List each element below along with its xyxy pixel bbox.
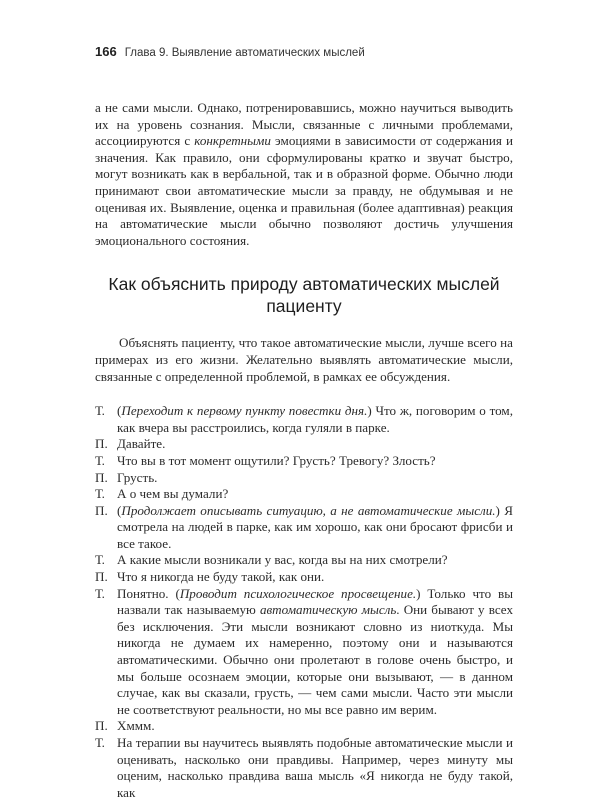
speaker-label: Т. xyxy=(95,585,105,601)
dialog-turn xyxy=(95,436,513,453)
turn-text: А о чем вы думали? xyxy=(117,486,229,502)
speaker-label: П. xyxy=(95,469,108,485)
turn-text: Понятно. (Проводит психологическое просвещение.) Только что вы назвали так называемую автоматическую мысль. Они бывают у всех без исключения. Эти мысли возникают словно из ниоткуда. Мы никогда не думаем их намеренно, поэтому они и называются автоматическими. Обычно они пролетают в голове очень быстро, и мы больше осознаем эмоции, которые они вызывают, — в данном случае, как вы сказали, грусть, — чем сами мысли. Часто эти мысли не соответствуют реальности, но мы все равно им верим. xyxy=(117,585,513,717)
dialog-turn xyxy=(95,552,513,569)
speaker-label: П. xyxy=(95,502,108,518)
speaker-label: П. xyxy=(95,436,108,452)
dialog-turn xyxy=(95,586,513,719)
page-body xyxy=(95,100,513,801)
dialog-turn xyxy=(95,569,513,586)
term-emphasis: автоматическую мысль xyxy=(259,602,397,618)
section-lead-paragraph: Объяснять пациенту, что такое автоматические мысли, лучше всего на примерах из его жизни. Желательно выявлять автоматические мысли, связанные с определенной проблемой, в рамках ее обсуждения. xyxy=(95,335,513,384)
section-heading xyxy=(95,273,513,317)
stage-direction: Переходит к первому пункту повестки дня. xyxy=(121,403,368,419)
turn-text: На терапии вы научитесь выявлять подобные автоматические мысли и оценивать, насколько они правдивы. Например, через минуту мы оценим, насколько правдива ваша мысль «Я никогда не буду такой, как xyxy=(117,735,513,800)
running-header xyxy=(95,44,515,59)
speaker-label: Т. xyxy=(95,403,105,419)
dialog xyxy=(95,403,513,801)
intro-text-1: а не сами мысли. Однако, потренировавшись, можно научиться выводить их на уровень сознания. Мысли, связанные с личными проблемами, ассоциируются с xyxy=(95,100,513,149)
dialog-turn xyxy=(95,735,513,801)
page-number: 166 xyxy=(95,44,117,59)
speaker-label: Т. xyxy=(95,452,105,468)
section-heading-line-2: пациенту xyxy=(266,296,342,317)
dialog-turn xyxy=(95,403,513,436)
turn-text: Давайте. xyxy=(117,436,166,452)
intro-text-2: эмоциями в зависимости от содержания и значения. Как правило, они сформулированы кратко и звучат быстро, могут возникать как в вербальной, так и в образной форме. Обычно люди принимают свои автоматические мысли за правду, не обдумывая и не оценивая их. Выявление, оценка и правильная (более адаптивная) реакция на автоматические мысли обычно позволяют достичь улучшения эмоционального состояния. xyxy=(95,133,513,248)
turn-text: Грусть. xyxy=(117,469,158,485)
speaker-label: П. xyxy=(95,718,108,734)
turn-text: Хммм. xyxy=(117,718,155,734)
turn-text: (Переходит к первому пункту повестки дня.) Что ж, поговорим о том, как вчера вы расстроились, когда гуляли в парке. xyxy=(117,403,513,435)
turn-text: Что вы в тот момент ощутили? Грусть? Тревогу? Злость? xyxy=(117,452,436,468)
intro-paragraph xyxy=(95,100,513,249)
turn-text: Что я никогда не буду такой, как они. xyxy=(117,569,325,585)
intro-emphasis: конкретными xyxy=(194,133,271,149)
section-heading-line-1: Как объяснить природу автоматических мыслей xyxy=(108,274,500,295)
speaker-label: П. xyxy=(95,569,108,585)
chapter-title: Глава 9. Выявление автоматических мыслей xyxy=(124,47,365,59)
dialog-turn xyxy=(95,718,513,735)
dialog-turn xyxy=(95,470,513,487)
speaker-label: Т. xyxy=(95,552,105,568)
dialog-turn xyxy=(95,486,513,503)
speaker-label: Т. xyxy=(95,735,105,750)
stage-direction: Проводит психологическое просвещение. xyxy=(179,585,417,601)
turn-text: А какие мысли возникали у вас, когда вы на них смотрели? xyxy=(117,552,448,568)
dialog-turn xyxy=(95,453,513,470)
stage-direction: Продолжает описывать ситуацию, а не автоматические мысли. xyxy=(121,502,496,518)
turn-text: (Продолжает описывать ситуацию, а не автоматические мысли.) Я смотрела на людей в парке, как им хорошо, как они бросают фрисби и все такое. xyxy=(117,502,513,551)
speaker-label: Т. xyxy=(95,486,105,502)
dialog-turn xyxy=(95,503,513,553)
